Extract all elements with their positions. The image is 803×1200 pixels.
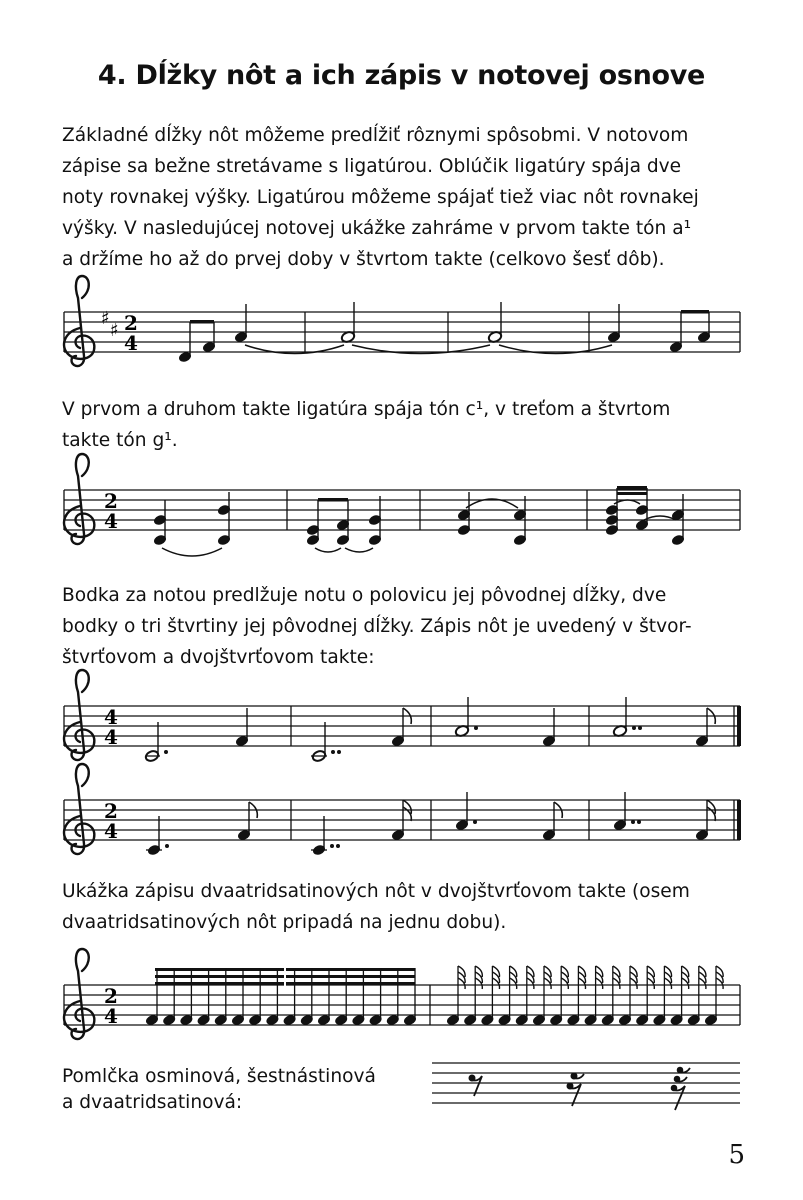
- note-group: [340, 302, 711, 353]
- time-signature-bottom: 4: [104, 1004, 118, 1028]
- text-line: bodky o tri štvrtiny jej pôvodnej dĺžky. Zápis nôt je uvedený v štvor-: [62, 616, 692, 637]
- sharp-icon: ♯: [110, 320, 119, 341]
- note-group: [178, 304, 249, 363]
- page-title: 4. Dĺžky nôt a ich zápis v notovej osnove: [97, 60, 706, 91]
- sixteenth-rest-icon: [567, 1073, 584, 1106]
- note-group: [155, 965, 415, 990]
- tie-arc: [162, 499, 676, 556]
- time-signature-top: 2: [124, 311, 138, 335]
- time-signature-bottom: 4: [104, 509, 118, 533]
- staff-3: [64, 670, 741, 763]
- note-group: [153, 486, 686, 550]
- staff-4: [64, 764, 741, 856]
- text-line: a dvaatridsatinová:: [62, 1092, 243, 1113]
- staff-1: [64, 276, 740, 366]
- text-line: Ukážka zápisu dvaatridsatinových nôt v dvojštvrťovom takte (osem: [62, 881, 690, 902]
- text-line: Pomlčka osminová, šestnástinová: [62, 1066, 376, 1087]
- time-signature-top: 2: [104, 799, 118, 823]
- text-line: Bodka za notou predlžuje notu o polovicu jej pôvodnej dĺžky, dve: [62, 585, 667, 606]
- text-line: a držíme ho až do prvej doby v štvrtom takte (celkovo šesť dôb).: [62, 249, 665, 270]
- text-line: výšky. V nasledujúcej notovej ukážke zahráme v prvom takte tón a¹: [62, 218, 692, 239]
- text-line: Základné dĺžky nôt môžeme predĺžiť rôznymi spôsobmi. V notovom: [62, 125, 689, 146]
- staff-2: [64, 454, 740, 556]
- text-line: dvaatridsatinových nôt pripadá na jednu dobu).: [62, 912, 507, 933]
- note-group: [144, 697, 715, 763]
- time-signature-bottom: 4: [104, 725, 118, 749]
- text-line: štvrťovom a dvojštvrťovom takte:: [62, 647, 375, 668]
- time-signature-bottom: 4: [104, 819, 118, 843]
- staff-5: [64, 949, 740, 1039]
- time-signature-top: 2: [104, 489, 118, 513]
- text-line: V prvom a druhom takte ligatúra spája tón c¹, v treťom a štvrtom: [62, 399, 671, 420]
- text-line: takte tón g¹.: [62, 430, 178, 451]
- page-number: 5: [728, 1140, 745, 1170]
- text-line: noty rovnakej výšky. Ligatúrou môžeme spájať tiež viac nôt rovnakej: [62, 187, 699, 208]
- sharp-icon: ♯: [101, 308, 110, 329]
- text-line: zápise sa bežne stretávame s ligatúrou. Oblúčik ligatúry spája dve: [62, 156, 682, 177]
- time-signature-top: 2: [104, 984, 118, 1008]
- rest-staff: [432, 1063, 740, 1110]
- time-signature-top: 4: [104, 705, 118, 729]
- time-signature-bottom: 4: [124, 331, 138, 355]
